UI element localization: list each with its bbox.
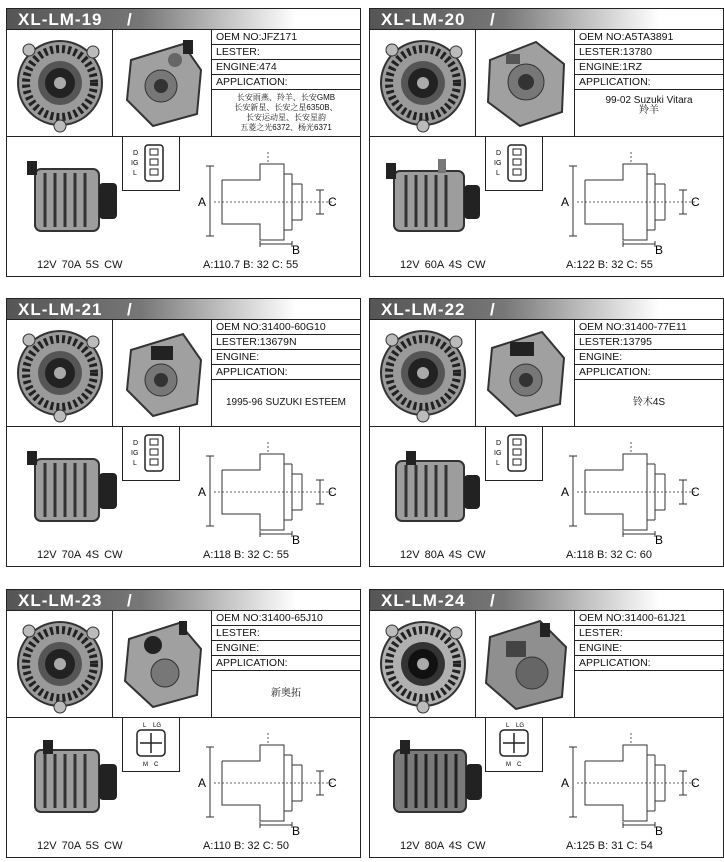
card-header — [370, 590, 723, 611]
application-label: APPLICATION: — [212, 656, 360, 671]
dimension-label: C — [328, 485, 337, 499]
alternator-front-photo — [370, 611, 476, 717]
alternator-rear-photo — [113, 320, 212, 426]
alternator-front-photo — [7, 611, 113, 717]
title-slash: / — [490, 10, 495, 29]
card-title: XL-LM-21 — [18, 300, 103, 319]
lester-number: LESTER: — [575, 626, 723, 641]
connector-pinout — [122, 718, 180, 772]
dimension-drawing — [555, 434, 715, 544]
electrical-spec: 12V 60A 4S CW — [400, 259, 486, 271]
divider — [7, 136, 360, 137]
card-title: XL-LM-23 — [18, 591, 103, 610]
pin-label: C — [517, 762, 522, 768]
application-label: APPLICATION: — [575, 75, 723, 90]
dimension-drawing — [192, 725, 352, 835]
application-list — [212, 671, 360, 717]
electrical-spec: 12V 70A 5S CW — [37, 259, 123, 271]
dimension-label: A — [198, 485, 207, 499]
spec-info-table — [575, 30, 723, 136]
divider — [7, 426, 360, 427]
card-header — [7, 590, 360, 611]
pin-label: L — [143, 723, 147, 729]
alternator-side-photo — [378, 730, 488, 830]
engine-code: ENGINE: — [575, 641, 723, 656]
card-title: XL-LM-24 — [381, 591, 466, 610]
oem-number: OEM NO:31400-61J21 — [575, 611, 723, 626]
dimension-label: C — [691, 485, 700, 499]
pin-label: IG — [494, 160, 502, 167]
card-title: XL-LM-19 — [18, 10, 103, 29]
dimension-label: C — [691, 195, 700, 209]
dimension-drawing — [192, 144, 352, 254]
card-header — [7, 9, 360, 30]
title-slash: / — [490, 591, 495, 610]
pin-label: L — [496, 170, 500, 177]
pin-label: D — [133, 440, 139, 447]
application-line: 铃木4S — [632, 397, 666, 408]
lester-number: LESTER:13679N — [212, 335, 360, 350]
pin-label: D — [496, 440, 502, 447]
pin-label: LG — [153, 723, 162, 729]
pin-label: IG — [494, 450, 502, 457]
application-list — [212, 380, 360, 426]
pin-label: IG — [131, 450, 139, 457]
spec-info-table — [212, 30, 360, 136]
pin-label: M — [506, 762, 511, 768]
divider — [370, 717, 723, 718]
application-line: 长安运动星、长安星韵 — [246, 113, 326, 122]
product-card — [6, 589, 361, 858]
alternator-side-photo — [15, 730, 125, 830]
dimension-label: B — [292, 824, 301, 835]
lester-number: LESTER:13795 — [575, 335, 723, 350]
divider — [7, 717, 360, 718]
oem-number: OEM NO:31400-77E11 — [575, 320, 723, 335]
application-label: APPLICATION: — [212, 365, 360, 380]
pin-label: L — [133, 460, 137, 467]
title-slash: / — [127, 10, 132, 29]
title-slash: / — [127, 300, 132, 319]
dimension-label: B — [292, 533, 301, 544]
connector-pinout — [122, 427, 180, 481]
application-label: APPLICATION: — [212, 75, 360, 90]
dimension-label: C — [328, 195, 337, 209]
connector-pinout — [485, 427, 543, 481]
connector-pinout — [485, 718, 543, 772]
dimension-drawing — [192, 434, 352, 544]
product-card — [369, 298, 724, 567]
alternator-front-photo — [7, 30, 113, 136]
alternator-side-photo — [378, 149, 488, 249]
dimension-label: B — [655, 243, 664, 254]
spec-info-table — [212, 611, 360, 717]
dimension-label: A — [198, 195, 207, 209]
spec-info-table — [575, 611, 723, 717]
title-slash: / — [490, 300, 495, 319]
engine-code: ENGINE:474 — [212, 60, 360, 75]
dimension-label: B — [655, 824, 664, 835]
pin-label: M — [143, 762, 148, 768]
oem-number: OEM NO:31400-60G10 — [212, 320, 360, 335]
dimension-drawing — [555, 725, 715, 835]
connector-pinout — [485, 137, 543, 191]
engine-code: ENGINE: — [212, 350, 360, 365]
application-list — [575, 671, 723, 717]
engine-code: ENGINE: — [212, 641, 360, 656]
card-title: XL-LM-20 — [381, 10, 466, 29]
engine-code: ENGINE:1RZ — [575, 60, 723, 75]
alternator-rear-photo — [476, 30, 575, 136]
dimension-spec: A:110 B: 32 C: 50 — [203, 840, 290, 852]
electrical-spec: 12V 70A 4S CW — [37, 549, 123, 561]
dimension-spec: A:118 B: 32 C: 60 — [566, 549, 653, 561]
electrical-spec: 12V 80A 4S CW — [400, 549, 486, 561]
application-label: APPLICATION: — [575, 656, 723, 671]
dimension-spec: A:122 B: 32 C: 55 — [566, 259, 653, 271]
card-title: XL-LM-22 — [381, 300, 466, 319]
application-line: 长安新星、长安之星6350B、 — [234, 103, 338, 112]
dimension-spec: A:110.7 B: 32 C: 55 — [203, 259, 299, 271]
dimension-label: A — [561, 485, 570, 499]
pin-label: L — [133, 170, 137, 177]
divider — [370, 426, 723, 427]
dimension-label: C — [691, 776, 700, 790]
title-slash: / — [127, 591, 132, 610]
dimension-label: A — [561, 195, 570, 209]
pin-label: LG — [516, 723, 525, 729]
divider — [370, 136, 723, 137]
lester-number: LESTER: — [212, 626, 360, 641]
alternator-rear-photo — [476, 611, 575, 717]
pin-label: IG — [131, 160, 139, 167]
application-line: 99-02 Suzuki Vitara — [605, 95, 693, 106]
dimension-label: A — [198, 776, 207, 790]
oem-number: OEM NO:31400-65J10 — [212, 611, 360, 626]
product-card — [369, 589, 724, 858]
spec-info-table — [212, 320, 360, 426]
alternator-rear-photo — [476, 320, 575, 426]
application-list — [575, 90, 723, 136]
application-list — [212, 90, 360, 136]
pin-label: D — [496, 150, 502, 157]
spec-info-table — [575, 320, 723, 426]
dimension-label: C — [328, 776, 337, 790]
product-card — [6, 298, 361, 567]
pin-label: L — [496, 460, 500, 467]
card-header — [370, 299, 723, 320]
application-line: 羚羊 — [639, 105, 659, 116]
alternator-side-photo — [15, 439, 125, 539]
application-line: 新奥拓 — [271, 688, 301, 699]
application-line: 五菱之光6372、杨光6371 — [240, 123, 332, 132]
lester-number: LESTER: — [212, 45, 360, 60]
pin-label: C — [154, 762, 159, 768]
dimension-label: B — [292, 243, 301, 254]
alternator-front-photo — [370, 30, 476, 136]
oem-number: OEM NO:JFZ171 — [212, 30, 360, 45]
oem-number: OEM NO:A5TA3891 — [575, 30, 723, 45]
application-list — [575, 380, 723, 426]
alternator-side-photo — [15, 149, 125, 249]
dimension-spec: A:125 B: 31 C: 54 — [566, 840, 653, 852]
product-card — [369, 8, 724, 277]
application-line: 长安雨燕、羚羊、长安GMB — [236, 93, 336, 102]
dimension-spec: A:118 B: 32 C: 55 — [203, 549, 290, 561]
card-header — [7, 299, 360, 320]
lester-number: LESTER:13780 — [575, 45, 723, 60]
alternator-front-photo — [7, 320, 113, 426]
pin-label: L — [506, 723, 510, 729]
dimension-drawing — [555, 144, 715, 254]
engine-code: ENGINE: — [575, 350, 723, 365]
product-card — [6, 8, 361, 277]
application-line: 1995-96 SUZUKI ESTEEM — [225, 397, 347, 408]
electrical-spec: 12V 80A 4S CW — [400, 840, 486, 852]
alternator-rear-photo — [113, 30, 212, 136]
card-header — [370, 9, 723, 30]
alternator-rear-photo — [113, 611, 212, 717]
electrical-spec: 12V 70A 5S CW — [37, 840, 123, 852]
dimension-label: A — [561, 776, 570, 790]
connector-pinout — [122, 137, 180, 191]
pin-label: D — [133, 150, 139, 157]
application-label: APPLICATION: — [575, 365, 723, 380]
dimension-label: B — [655, 533, 664, 544]
alternator-side-photo — [378, 439, 488, 539]
alternator-front-photo — [370, 320, 476, 426]
